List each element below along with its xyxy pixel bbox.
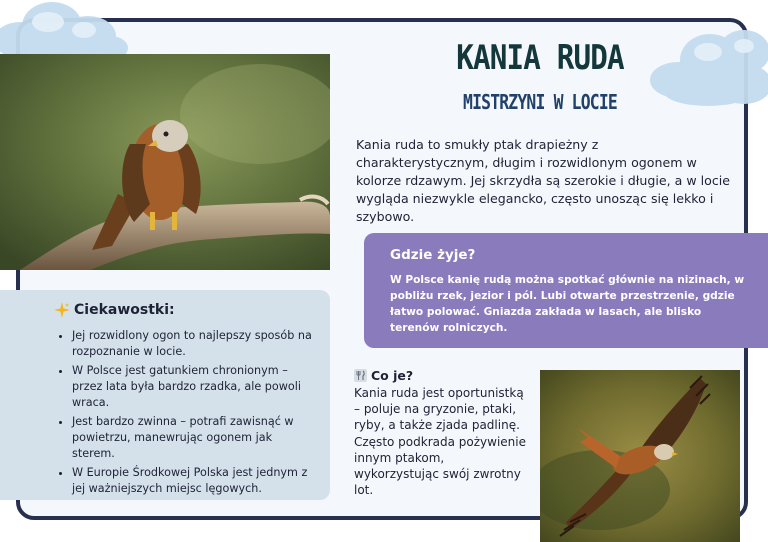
cloud-decoration-right <box>648 22 768 112</box>
list-item: • W Europie Środkowej Polska jest jednym z jej ważniejszych miejsc lęgowych. <box>72 465 316 497</box>
flying-kite-photo <box>540 370 740 542</box>
list-item: • W Polsce jest gatunkiem chronionym – przez lata była bardzo rzadka, ale powoli wraca. <box>72 363 316 411</box>
diet-text: Kania ruda jest oportunistką – poluje na gryzonie, ptaki, ryby, a także zjada padlinę. Często podkrada pożywienie innym ptakom, wykorzystując swój zwrotny lot. <box>354 386 526 498</box>
sparkle-icon <box>54 302 70 318</box>
diet-section <box>354 368 532 498</box>
page-title: KANIA RUDA <box>456 38 624 78</box>
diet-header <box>354 368 532 383</box>
habitat-text: W Polsce kanię rudą można spotkać głównie na nizinach, w pobliżu rzek, jezior i pól. Lubi otwarte przestrzenie, gdzie łatwo polować. Gniazda zakłada w lasach, ale blisko terenów rolniczych. <box>390 274 745 334</box>
facts-box <box>0 290 330 500</box>
page-subtitle: MISTRZYNI W LOCIE <box>463 90 617 114</box>
fork-knife-icon <box>354 369 367 382</box>
list-item: • Jest bardzo zwinna – potrafi zawisnąć w powietrzu, manewrując ogonem jak sterem. <box>72 414 316 462</box>
perched-kite-photo <box>0 54 330 270</box>
habitat-box <box>364 233 768 348</box>
facts-list <box>54 328 316 497</box>
facts-heading: Ciekawostki: <box>74 302 175 318</box>
list-item: • Jej rozwidlony ogon to najlepszy sposób na rozpoznanie w locie. <box>72 328 316 360</box>
habitat-heading: Gdzie żyje? <box>390 247 476 263</box>
diet-heading: Co je? <box>371 368 414 383</box>
intro-paragraph: Kania ruda to smukły ptak drapieżny z charakterystycznym, długim i rozwidlonym ogonem w kolorze rdzawym. Jej skrzydła są szerokie i długie, a w locie wygląda niezwykle elegancko, często unosząc się lekko i szybowo. <box>356 137 731 224</box>
facts-header <box>54 302 316 318</box>
